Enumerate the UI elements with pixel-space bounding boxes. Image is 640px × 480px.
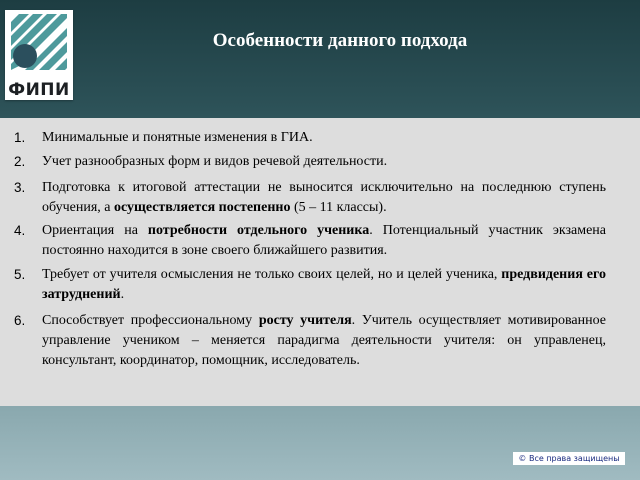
- list-item: 6. Способствует профессиональному росту учителя. Учитель осуществляет мотивированное управление учеником – меняется парадигма деятельности учителя: он управленец, консультант, координатор, помощник, исследователь.: [14, 313, 606, 368]
- list-item: 2. Учет разнообразных форм и видов речевой деятельности.: [42, 152, 606, 172]
- list-item-number: 4.: [14, 223, 26, 238]
- list-item: 3. Подготовка к итоговой аттестации не выносится исключительно на последнюю ступень обучения, а осуществляется постепенно (5 – 11 классы).: [14, 180, 606, 215]
- logo-text: ФИПИ: [8, 80, 70, 100]
- fipi-emblem-icon: [5, 10, 73, 80]
- list-item-number: 2.: [14, 154, 26, 169]
- list-item: 4. Ориентация на потребности отдельного ученика. Потенциальный участник экзамена постоянно находится в зоне своего ближайшего развития.: [14, 223, 607, 258]
- list-item-number: 6.: [14, 313, 26, 328]
- logo-circle: [13, 44, 37, 68]
- list-item-number: 5.: [14, 267, 26, 282]
- list-item: 5. Требует от учителя осмысления не только своих целей, но и целей ученика, предвидения его затруднений.: [14, 267, 606, 302]
- copyright-badge: © Все права защищены: [513, 452, 625, 465]
- fipi-logo: [5, 10, 73, 100]
- list-item-number: 3.: [14, 180, 26, 195]
- slide-title: Особенности данного подхода: [212, 30, 468, 51]
- list-item-number: 1.: [14, 130, 26, 145]
- feature-list: [14, 120, 607, 371]
- list-item: 1. Минимальные и понятные изменения в ГИА.: [42, 128, 606, 148]
